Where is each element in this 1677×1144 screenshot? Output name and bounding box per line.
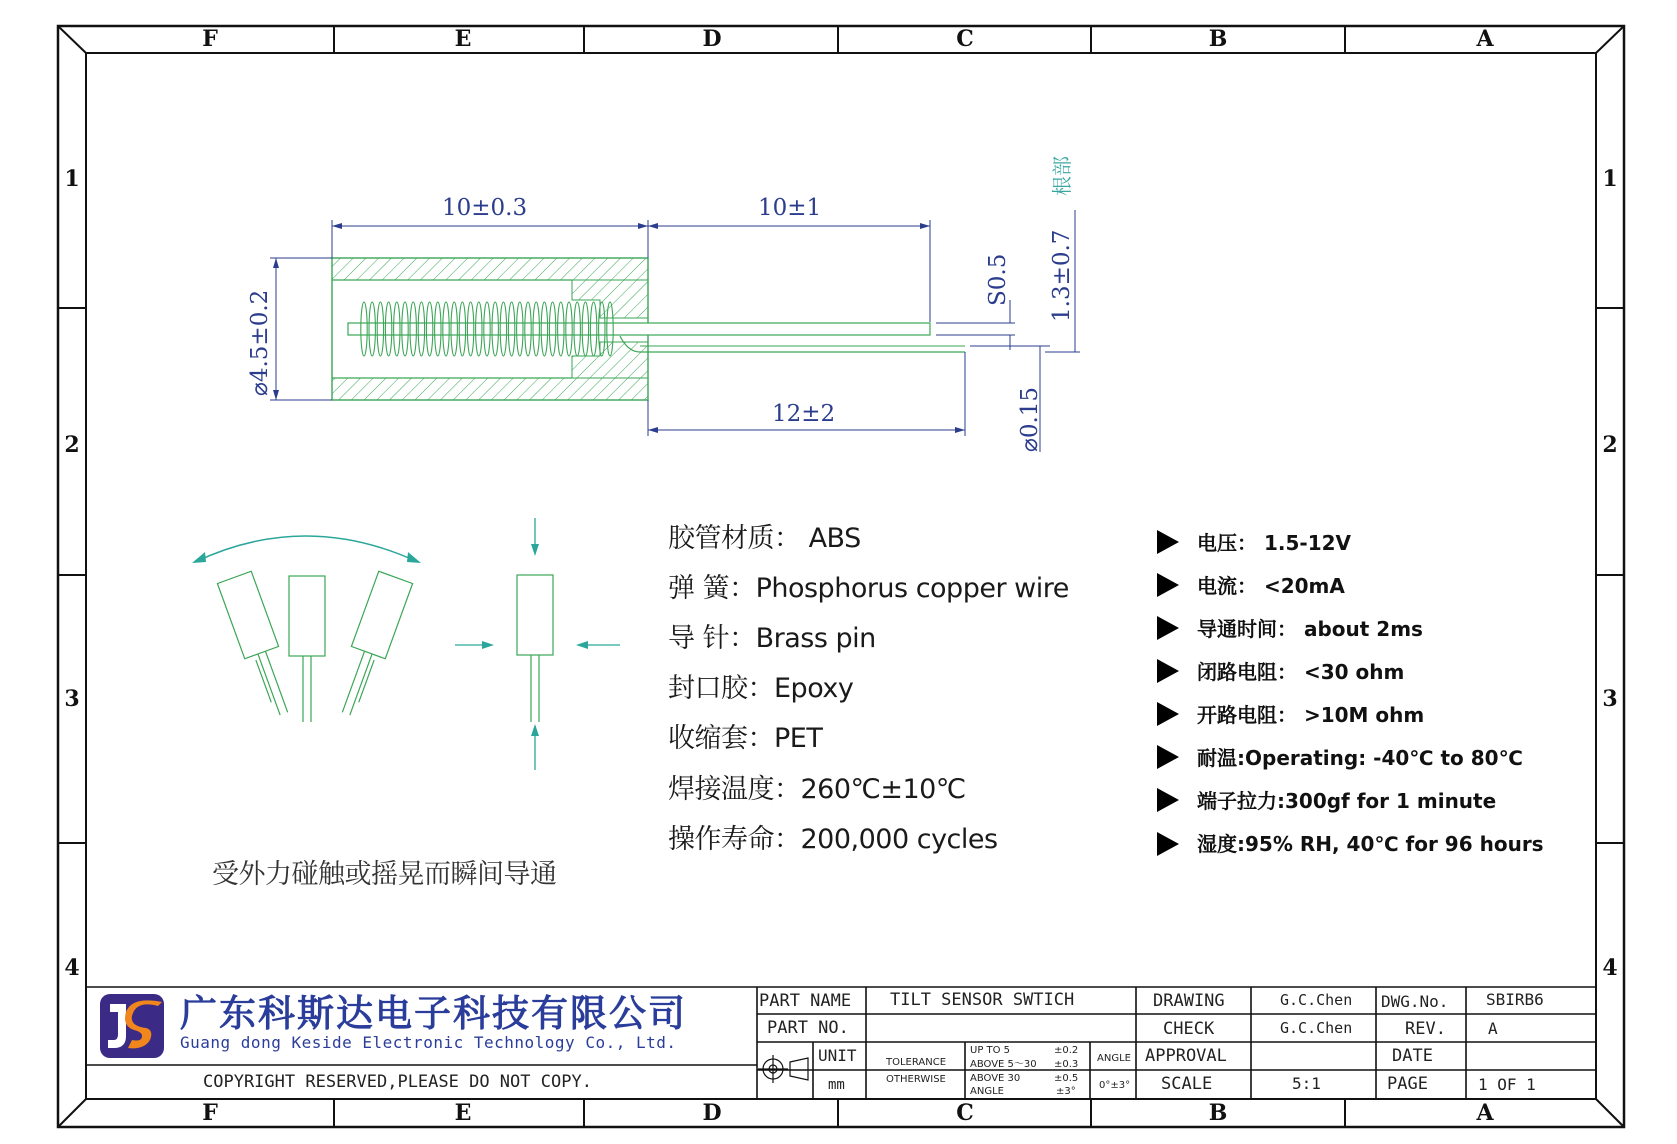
check-label: CHECK: [1163, 1019, 1215, 1039]
dim-body-length: 10±0.3: [442, 195, 528, 221]
spec-pull-force: 端子拉力:300gf for 1 minute: [1197, 789, 1497, 813]
page-value: 1 OF 1: [1478, 1075, 1536, 1094]
spec-voltage: 电压： 1.5-12V: [1197, 531, 1352, 555]
spec-conduction-time: 导通时间： about 2ms: [1197, 617, 1423, 641]
zone-label-col-a: A: [1476, 26, 1494, 52]
zone-label-col-f: F: [202, 26, 218, 52]
material-pin: 导 针：Brass pin: [668, 623, 876, 654]
angle-label: ANGLE: [1097, 1053, 1131, 1064]
tol-up-to: UP TO 5: [970, 1045, 1011, 1056]
zone-label-col-e: E: [454, 1100, 472, 1126]
spec-open-resistance: 开路电阻： >10M ohm: [1197, 703, 1425, 727]
zone-label-col-f: F: [202, 1100, 218, 1126]
dwg-no-value: SBIRB6: [1486, 990, 1544, 1009]
zone-label-col-a: A: [1476, 1100, 1494, 1126]
company-logo-icon: [96, 990, 168, 1062]
zone-label-row-1: 1: [1602, 166, 1618, 192]
dim-root-note: 根部: [1050, 156, 1074, 196]
material-solder-temp: 焊接温度：260℃±10℃: [668, 774, 966, 805]
drawing-by: G.C.Chen: [1280, 991, 1353, 1009]
tol-above-1-value: ±0.3: [1054, 1059, 1079, 1070]
spec-temperature: 耐温:Operating: -40℃ to 80℃: [1197, 746, 1523, 770]
dim-s-size: S0.5: [985, 253, 1011, 306]
zone-label-row-2: 2: [64, 432, 80, 458]
zone-label-col-c: C: [956, 1100, 974, 1126]
drawing-label: DRAWING: [1153, 991, 1225, 1011]
unit-value: mm: [828, 1077, 845, 1093]
part-no-label: PART NO.: [767, 1018, 849, 1038]
material-sealant: 封口胶：Epoxy: [668, 673, 854, 704]
spec-current: 电流： <20mA: [1197, 574, 1345, 598]
tol-up-to-value: ±0.2: [1054, 1045, 1079, 1056]
tol-above-1: ABOVE 5～30: [970, 1059, 1037, 1070]
zone-label-row-3: 3: [64, 686, 80, 712]
material-sleeve: 收缩套：PET: [668, 723, 823, 754]
dim-diameter: ⌀4.5±0.2: [247, 289, 273, 396]
zone-label-row-3: 3: [1602, 686, 1618, 712]
zone-label-col-d: D: [702, 26, 722, 52]
page-label: PAGE: [1387, 1074, 1428, 1094]
check-by: G.C.Chen: [1280, 1019, 1353, 1037]
material-spring: 弹 簧：Phosphorus copper wire: [668, 573, 1069, 604]
zone-label-col-c: C: [956, 26, 974, 52]
rev-label: REV.: [1405, 1019, 1446, 1039]
material-tube: 胶管材质： ABS: [668, 523, 861, 554]
tol-above-2: ABOVE 30: [970, 1073, 1021, 1084]
zone-label-row-4: 4: [64, 955, 80, 981]
scale-value: 5:1: [1292, 1074, 1321, 1093]
zone-label-col-d: D: [702, 1100, 722, 1126]
zone-label-col-b: B: [1208, 1100, 1228, 1126]
dim-total-length: 12±2: [772, 401, 836, 427]
material-lifetime: 操作寿命：200,000 cycles: [668, 824, 998, 855]
dim-root-length: 1.3±0.7: [1049, 229, 1075, 322]
rev-value: A: [1488, 1019, 1498, 1038]
zone-label-row-4: 4: [1602, 955, 1618, 981]
tilt-note: 受外力碰触或摇晃而瞬间导通: [212, 859, 557, 890]
otherwise-label: OTHERWISE: [886, 1074, 946, 1085]
angle-value: 0°±3°: [1099, 1080, 1131, 1091]
unit-label: UNIT: [818, 1046, 857, 1065]
scale-label: SCALE: [1161, 1074, 1213, 1094]
company-name-cn: 广东科斯达电子科技有限公司: [180, 992, 687, 1035]
zone-label-col-b: B: [1208, 26, 1228, 52]
dim-wire-diameter: ⌀0.15: [1017, 386, 1043, 452]
tol-angle-value: ±3°: [1056, 1086, 1076, 1097]
tolerance-label: TOLERANCE: [886, 1057, 947, 1068]
dwg-no-label: DWG.No.: [1381, 992, 1449, 1011]
tol-angle: ANGLE: [970, 1086, 1004, 1097]
spec-humidity: 湿度:95% RH, 40℃ for 96 hours: [1197, 832, 1544, 856]
tol-above-2-value: ±0.5: [1054, 1073, 1079, 1084]
part-name-value: TILT SENSOR SWTICH: [890, 990, 1075, 1010]
zone-label-row-1: 1: [64, 166, 80, 192]
copyright-notice: COPYRIGHT RESERVED,PLEASE DO NOT COPY.: [203, 1072, 592, 1092]
dim-pin-length: 10±1: [758, 195, 822, 221]
company-name-en: Guang dong Keside Electronic Technology Co., Ltd.: [180, 1033, 677, 1052]
zone-label-col-e: E: [454, 26, 472, 52]
zone-label-row-2: 2: [1602, 432, 1618, 458]
spec-closed-resistance: 闭路电阻： <30 ohm: [1197, 660, 1405, 684]
date-label: DATE: [1392, 1046, 1433, 1066]
part-name-label: PART NAME: [759, 991, 852, 1011]
approval-label: APPROVAL: [1145, 1046, 1227, 1066]
